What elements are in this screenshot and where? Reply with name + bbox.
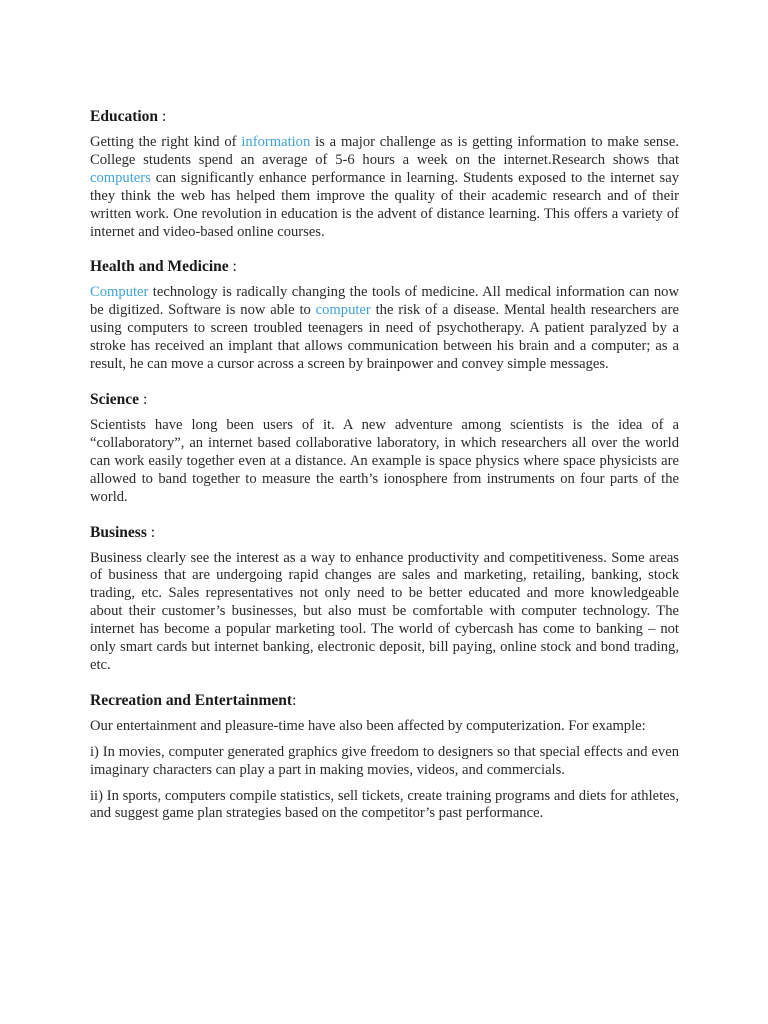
heading-colon: :	[228, 258, 237, 276]
heading-text: Science	[90, 390, 140, 408]
link-computer[interactable]: Computer	[90, 284, 149, 301]
section-heading	[90, 390, 679, 410]
section-recreation	[90, 691, 679, 824]
heading-text: Recreation and Entertainment	[90, 691, 293, 709]
section-health	[90, 257, 679, 374]
heading-text: Health and Medicine	[90, 258, 229, 276]
heading-text: Education	[90, 108, 159, 125]
document-page	[90, 107, 679, 839]
paragraph: Scientists have long been users of it. A new adventure among scientists is the idea of a “collaboratory”, an internet based collaborative laboratory, in which researchers all over the world can work easily together even at a distance. An example is space physics where space physicists are allowed to band together to measure the earth’s ionosphere from instruments on four parts of the world.	[90, 416, 679, 505]
section-education	[90, 107, 679, 241]
text: is a major challenge as is getting information to make sense. College students spend an average of 5-6 hours a week on the internet.Research shows that	[90, 134, 679, 168]
paragraph	[90, 284, 679, 374]
heading-colon: :	[158, 108, 167, 125]
section-heading	[90, 691, 679, 711]
text: Getting the right kind of	[90, 134, 242, 150]
text: the risk of a disease. Mental health researchers are using computers to screen troubled teenagers in need of psychotherapy. A patient paralyzed by a stroke has received an implant that allows communication between his brain and a computer; as a result, he can move a cursor across a screen by brainpower and convey simple messages.	[90, 302, 679, 373]
section-business	[90, 523, 679, 675]
heading-text: Business	[90, 523, 147, 541]
list-item-sports: ii) In sports, computers compile statistics, sell tickets, create training programs and diets for athletes, and suggest game plan strategies based on the competitor’s past performance.	[90, 787, 679, 822]
link-computer[interactable]: computer	[315, 302, 371, 319]
list-item-movies: i) In movies, computer generated graphics give freedom to designers so that special effects and even imaginary characters can play a part in making movies, videos, and commercials.	[90, 743, 679, 778]
section-heading	[90, 107, 679, 127]
text: technology is radically changing the tools of medicine. All medical information can now be digitized. Software is now able to	[90, 284, 679, 319]
section-science	[90, 390, 679, 507]
link-information[interactable]: information	[241, 134, 311, 150]
section-heading	[90, 523, 679, 543]
heading-colon: :	[146, 523, 156, 541]
heading-colon: :	[292, 691, 297, 709]
paragraph: Our entertainment and pleasure-time have also been affected by computerization. For example:	[90, 717, 646, 734]
link-computers[interactable]: computers	[90, 169, 151, 186]
heading-colon: :	[139, 390, 148, 408]
section-heading	[90, 257, 679, 277]
text: can significantly enhance performance in learning. Students exposed to the internet say they think the web has helped them improve the quality of their academic research and of their written work. One revolution in education is the advent of distance learning. This offers a variety of internet and video-based online courses.	[90, 169, 679, 240]
paragraph	[90, 134, 679, 241]
paragraph: Business clearly see the interest as a way to enhance productivity and competitiveness. Some areas of business that are undergoing rapid changes are sales and marketing, retailing, banking, stock trading, etc. Sales representatives not only need to be better educated and more knowledgeable about their customer’s businesses, but also must be comfortable with computer technology. The internet has become a popular marketing tool. The world of cybercash has come to banking – not only smart cards but internet banking, electronic deposit, bill paying, online stock and bond trading, etc.	[90, 549, 679, 673]
